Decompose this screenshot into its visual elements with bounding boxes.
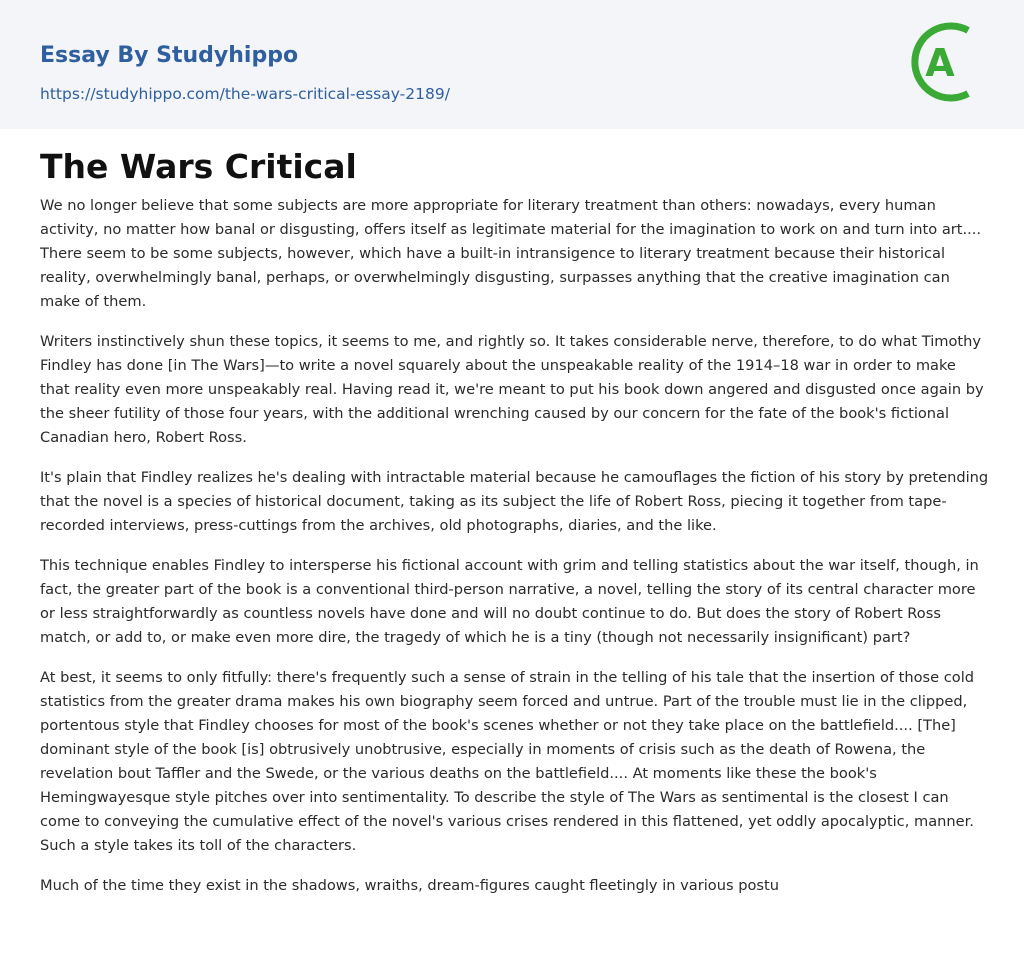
essay-title: The Wars Critical — [40, 147, 357, 186]
page-header — [0, 0, 1024, 129]
studyhippo-logo-icon[interactable] — [907, 17, 989, 107]
essay-content — [40, 140, 990, 914]
essay-paragraph-2: Writers instinctively shun these topics, it seems to me, and rightly so. It takes considerable nerve, therefore, to do what Timothy Findley has done [in The Wars]—to write a novel squarely about the unspeakable reality of the 1914–18 war in order to make that reality even more unspeakably real. Having read it, we're meant to put his book down angered and disgusted once again by the sheer futility of those four years, with the additional wrenching caused by our concern for the fate of the book's fictional Canadian hero, Robert Ross. — [40, 333, 984, 446]
site-title: Essay By Studyhippo — [40, 43, 299, 68]
essay-paragraph-5: At best, it seems to only fitfully: there's frequently such a sense of strain in the telling of his tale that the insertion of those cold statistics from the greater drama makes his own biography seem forced and untrue. Part of the trouble must lie in the clipped, portentous style that Findley chooses for most of the book's scenes whether or not they take place on the battlefield.... [The] dominant style of the book [is] obtrusively unobtrusive, especially in moments of crisis such as the death of Rowena, the revelation bout Taffler and the Swede, or the various deaths on the battlefield.... At moments like these the book's Hemingwayesque style pitches over into sentimentality. To describe the style of The Wars as sentimental is the closest I can come to conveying the cumulative effect of the novel's various crises rendered in this flattened, yet oddly apocalyptic, manner. Such a style takes its toll of the characters. — [40, 669, 975, 854]
logo-letter: A — [925, 41, 955, 85]
essay-paragraph-6: Much of the time they exist in the shadows, wraiths, dream-figures caught fleetingly in various postu — [40, 877, 779, 894]
essay-paragraph-1: We no longer believe that some subjects are more appropriate for literary treatment than others: nowadays, every human activity, no matter how banal or disgusting, offers itself as legitimate material for the imagination to work on and turn into art.... There seem to be some subjects, however, which have a built-in intransigence to literary treatment because their historical reality, overwhelmingly banal, perhaps, or overwhelmingly disgusting, surpasses anything that the creative imagination can make of them. — [40, 197, 982, 310]
essay-paragraph-4: This technique enables Findley to intersperse his fictional account with grim and telling statistics about the war itself, though, in fact, the greater part of the book is a conventional third-person narrative, a novel, telling the story of its central character more or less straightforwardly as countless novels have done and will no doubt continue to do. But does the story of Robert Ross match, or add to, or make even more dire, the tragedy of which he is a tiny (though not necessarily insignificant) part? — [40, 557, 979, 646]
essay-url-link[interactable]: https://studyhippo.com/the-wars-critical-essay-2189/ — [40, 85, 450, 103]
essay-paragraph-3: It's plain that Findley realizes he's dealing with intractable material because he camouflages the fiction of his story by pretending that the novel is a species of historical document, taking as its subject the life of Robert Ross, piecing it together from tape-recorded interviews, press-cuttings from the archives, old photographs, diaries, and the like. — [40, 469, 989, 534]
